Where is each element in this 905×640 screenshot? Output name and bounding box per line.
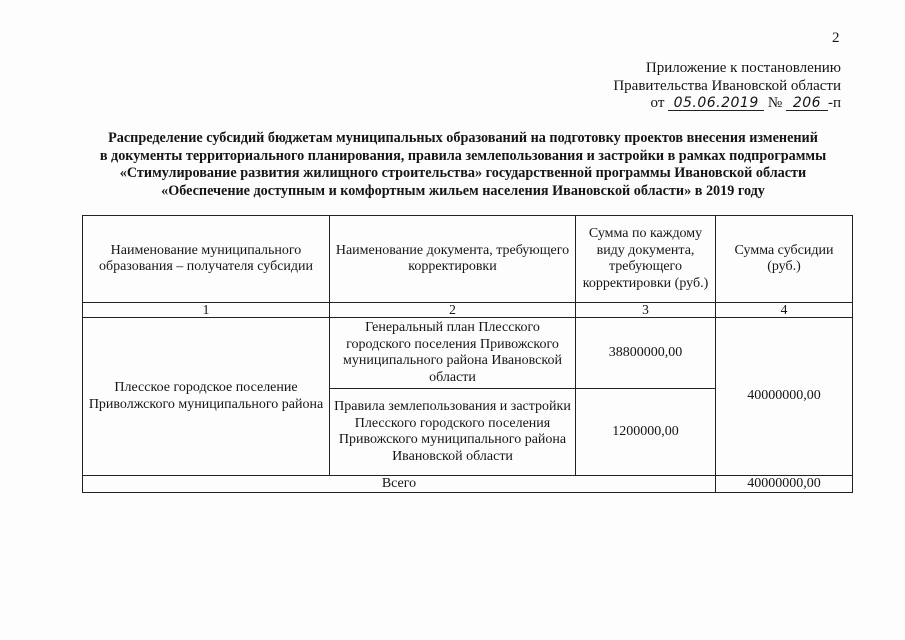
appendix-line-2: Правительства Ивановской области — [613, 77, 841, 94]
appendix-number: 206 — [786, 96, 828, 111]
header-municipality: Наименование муниципального образования – получателя субсидии — [83, 216, 330, 303]
document-name-cell: Правила землепользования и застройки Плесского городского поселения Привожского муниципального района Ивановской области — [330, 389, 576, 476]
appendix-block — [613, 60, 841, 113]
header-subsidy-amount: Сумма субсидии (руб.) — [716, 216, 853, 303]
total-value: 40000000,00 — [716, 476, 853, 493]
appendix-line-3 — [613, 95, 841, 113]
total-label: Всего — [83, 476, 716, 493]
subsidy-table — [82, 215, 853, 493]
document-name-cell: Генеральный план Плесского городского поселения Привожского муниципального района Ивановской области — [330, 318, 576, 389]
table-header-row — [83, 216, 853, 303]
title-line-1: Распределение субсидий бюджетам муниципальных образований на подготовку проектов внесения изменений — [108, 130, 818, 146]
document-amount-cell: 38800000,00 — [576, 318, 716, 389]
appendix-date: 05.06.2019 — [668, 96, 764, 111]
subsidy-amount-cell: 40000000,00 — [716, 318, 853, 476]
appendix-suffix: -п — [827, 95, 841, 111]
document-title — [78, 130, 848, 200]
total-row — [83, 476, 853, 493]
table-row — [83, 318, 853, 389]
column-number-1: 1 — [83, 303, 330, 318]
column-number-row — [83, 303, 853, 318]
header-document: Наименование документа, требующего корректировки — [330, 216, 576, 303]
appendix-number-label: № — [767, 95, 783, 111]
title-line-2: в документы территориального планирования, правила землепользования и застройки в рамках подпрограммы — [99, 147, 827, 164]
page-number: 2 — [832, 30, 840, 46]
column-number-2: 2 — [330, 303, 576, 318]
municipality-cell: Плесское городское поселение Приволжского муниципального района — [83, 318, 330, 476]
column-number-4: 4 — [716, 303, 853, 318]
title-line-3: «Стимулирование развития жилищного строительства» государственной программы Ивановской области — [119, 165, 807, 181]
document-amount-cell: 1200000,00 — [576, 389, 716, 476]
appendix-from-label: от — [650, 95, 665, 111]
title-line-4: «Обеспечение доступным и комфортным жильем населения Ивановской области» в 2019 году — [161, 182, 765, 199]
header-document-amount: Сумма по каждому виду документа, требующего корректировки (руб.) — [576, 216, 716, 303]
column-number-3: 3 — [576, 303, 716, 318]
appendix-line-1: Приложение к постановлению — [645, 60, 841, 76]
